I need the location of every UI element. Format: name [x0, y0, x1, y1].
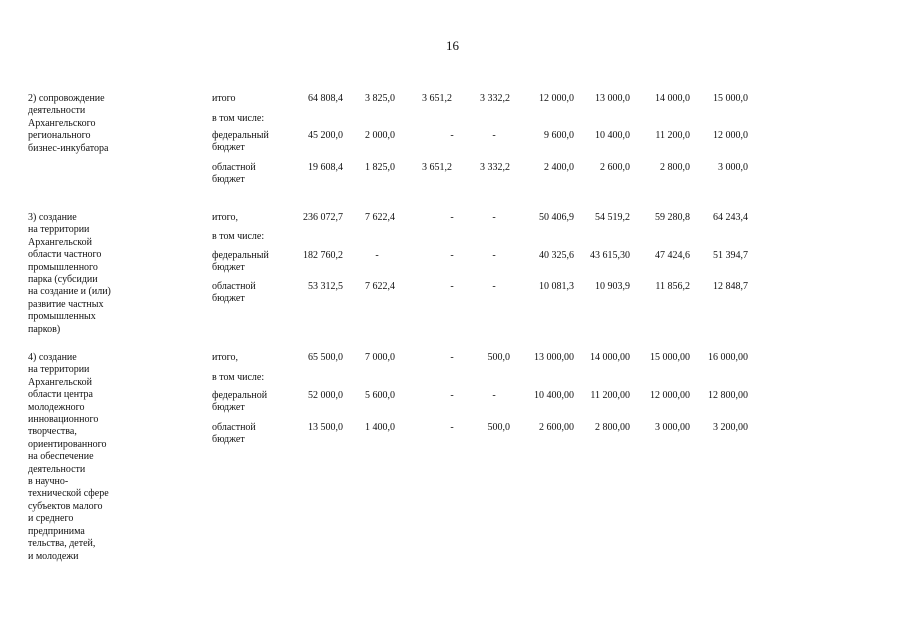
value-cell: 13 000,0: [595, 93, 630, 104]
value-cell: 14 000,00: [590, 352, 630, 363]
value-cell: -: [492, 250, 496, 261]
value-cell: -: [450, 250, 454, 261]
value-cell: 65 500,0: [308, 352, 343, 363]
value-cell: 3 651,2: [422, 162, 452, 173]
value-cell: 11 856,2: [655, 281, 690, 292]
value-cell: 3 332,2: [480, 162, 510, 173]
value-cell: 2 800,0: [660, 162, 690, 173]
value-cell: 64 243,4: [713, 212, 748, 223]
value-cell: 54 519,2: [595, 212, 630, 223]
row-label: в том числе:: [212, 231, 265, 242]
value-cell: 182 760,2: [303, 250, 343, 261]
value-cell: 15 000,00: [650, 352, 690, 363]
value-cell: 50 406,9: [539, 212, 574, 223]
section-name: 2) сопровождение деятельности Архангельского регионального бизнес-инкубатора: [28, 93, 109, 154]
value-cell: 13 000,00: [534, 352, 574, 363]
value-cell: 10 903,9: [595, 281, 630, 292]
value-cell: 1 825,0: [365, 162, 395, 173]
value-cell: 43 615,30: [590, 250, 630, 261]
row-label: итого,: [212, 212, 238, 223]
value-cell: 500,0: [487, 352, 510, 363]
value-cell: 53 312,5: [308, 281, 343, 292]
value-cell: 2 600,0: [600, 162, 630, 173]
value-cell: 3 000,00: [655, 422, 690, 433]
value-cell: -: [492, 281, 496, 292]
value-cell: 500,0: [487, 422, 510, 433]
value-cell: 47 424,6: [655, 250, 690, 261]
value-cell: 12 000,0: [713, 130, 748, 141]
value-cell: 13 500,0: [308, 422, 343, 433]
value-cell: -: [450, 390, 454, 401]
value-cell: 5 600,0: [365, 390, 395, 401]
value-cell: 10 400,00: [534, 390, 574, 401]
table-row: [0, 130, 905, 158]
value-cell: 14 000,0: [655, 93, 690, 104]
section-name: 3) создание на территории Архангельской области частного промышленного парка (субсидии на создание и (или) развитие частных промышленных парков): [28, 212, 111, 335]
value-cell: 7 622,4: [365, 212, 395, 223]
value-cell: -: [450, 281, 454, 292]
table-row: [0, 162, 905, 190]
value-cell: 1 400,0: [365, 422, 395, 433]
value-cell: -: [450, 352, 454, 363]
value-cell: 3 332,2: [480, 93, 510, 104]
value-cell: -: [450, 212, 454, 223]
value-cell: 12 000,0: [539, 93, 574, 104]
value-cell: 2 400,0: [544, 162, 574, 173]
row-label: итого,: [212, 352, 238, 363]
value-cell: 3 200,00: [713, 422, 748, 433]
table-row: [0, 422, 905, 450]
table-row: [0, 281, 905, 309]
row-label: федеральный бюджет: [212, 250, 269, 274]
row-label: федеральный бюджет: [212, 130, 269, 154]
row-label: областной бюджет: [212, 162, 256, 186]
value-cell: 7 000,0: [365, 352, 395, 363]
table-row: [0, 250, 905, 278]
value-cell: 59 280,8: [655, 212, 690, 223]
value-cell: 11 200,0: [655, 130, 690, 141]
value-cell: 3 651,2: [422, 93, 452, 104]
value-cell: 3 000,0: [718, 162, 748, 173]
value-cell: -: [492, 130, 496, 141]
value-cell: 2 000,0: [365, 130, 395, 141]
value-cell: 12 848,7: [713, 281, 748, 292]
value-cell: -: [450, 422, 454, 433]
value-cell: -: [450, 130, 454, 141]
row-label: в том числе:: [212, 372, 265, 383]
value-cell: 16 000,00: [708, 352, 748, 363]
value-cell: 236 072,7: [303, 212, 343, 223]
value-cell: -: [492, 390, 496, 401]
value-cell: 10 400,0: [595, 130, 630, 141]
value-cell: 10 081,3: [539, 281, 574, 292]
value-cell: 51 394,7: [713, 250, 748, 261]
value-cell: 40 325,6: [539, 250, 574, 261]
row-label: в том числе:: [212, 113, 265, 124]
value-cell: 12 800,00: [708, 390, 748, 401]
value-cell: -: [492, 212, 496, 223]
row-label: областной бюджет: [212, 281, 256, 305]
table-row: [0, 390, 905, 418]
row-label: федеральной бюджет: [212, 390, 268, 414]
value-cell: 52 000,0: [308, 390, 343, 401]
value-cell: 3 825,0: [365, 93, 395, 104]
section-name: 4) создание на территории Архангельской области центра молодежного инновационного творчества, ориентированного на обеспечение деятельности в научно- технической сфере субъектов малого и среднего предпринима тельства, детей, и молодежи: [28, 352, 109, 562]
value-cell: 7 622,4: [365, 281, 395, 292]
value-cell: 45 200,0: [308, 130, 343, 141]
value-cell: 19 608,4: [308, 162, 343, 173]
value-cell: 64 808,4: [308, 93, 343, 104]
row-label: итого: [212, 93, 236, 104]
value-cell: 9 600,0: [544, 130, 574, 141]
value-cell: 11 200,00: [590, 390, 630, 401]
value-cell: 12 000,00: [650, 390, 690, 401]
value-cell: 15 000,0: [713, 93, 748, 104]
row-label: областной бюджет: [212, 422, 256, 446]
value-cell: -: [375, 250, 379, 261]
value-cell: 2 600,00: [539, 422, 574, 433]
page-number: 16: [446, 38, 459, 53]
value-cell: 2 800,00: [595, 422, 630, 433]
